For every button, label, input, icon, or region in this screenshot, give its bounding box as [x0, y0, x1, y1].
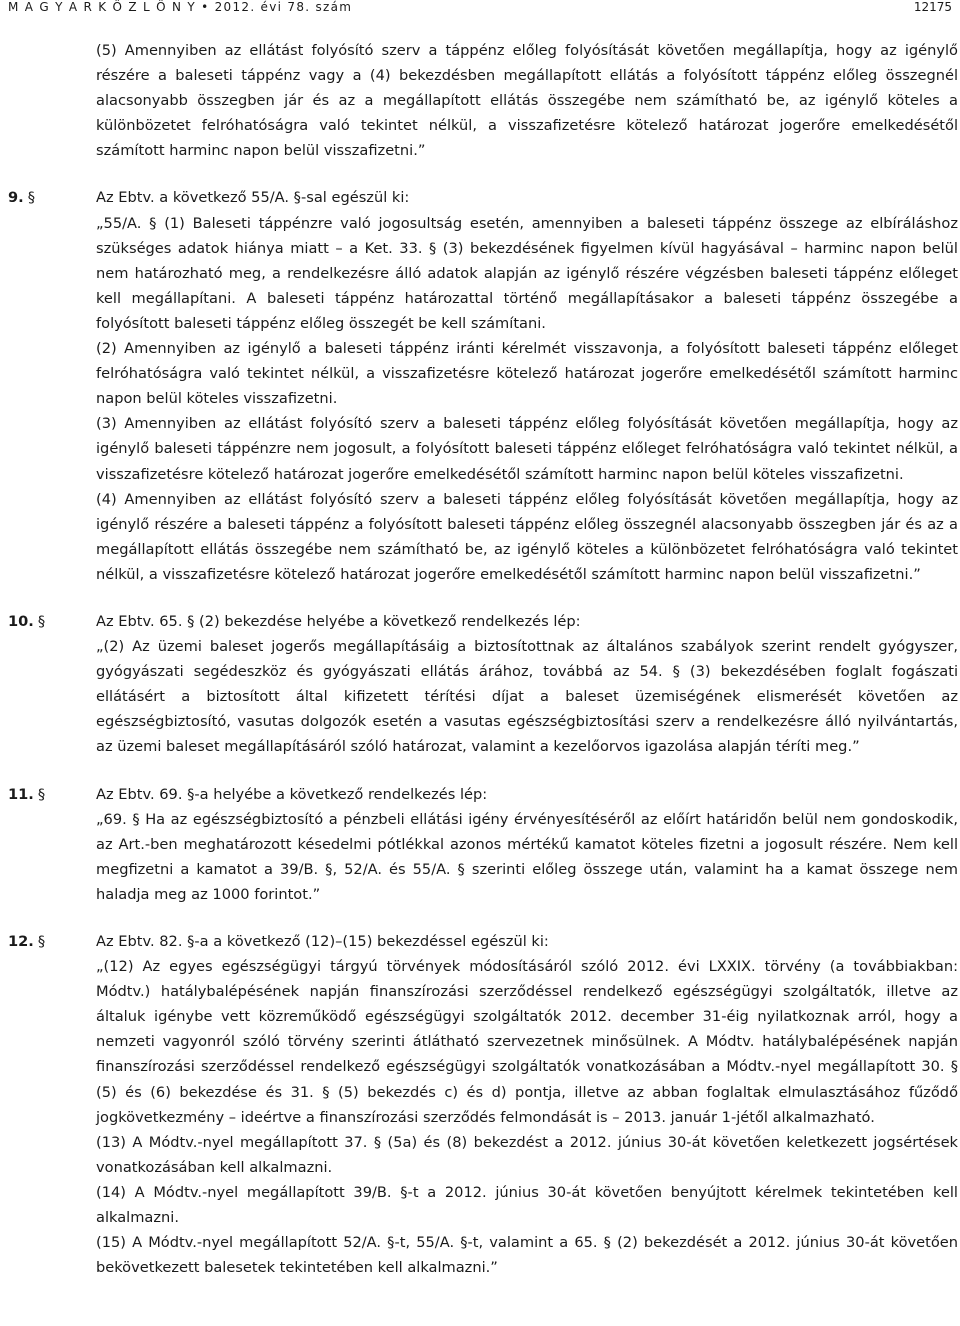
section-heading: Az Ebtv. a következő 55/A. §-sal egészül ki:	[96, 189, 410, 207]
section-number: 12. §	[8, 933, 46, 950]
page-header	[8, 0, 952, 14]
section-9	[8, 185, 958, 587]
intro-paragraph: (5) Amennyiben az ellátást folyósító szerv a táppénz előleg folyósítását követően megállapítja, hogy az igénylő részére a baleseti táppénz vagy a (4) bekezdésben megállapított ellátás a folyósított táppénz előleg összegnél alacsonyabb összegben jár és az a megállapított ellátás összegébe nem számítható be, az igénylő köteles a különbözetet felróhatóságra való tekintet nélkül, a visszafizetésre kötelező határozat jogerőre emelkedésétől számított harminc napon belül visszafizetni.”	[96, 42, 958, 160]
journal-title: M A G Y A R K Ö Z L Ö N Y • 2012. évi 78. szám	[8, 0, 353, 14]
section-sign: §	[37, 785, 46, 803]
section-paragraph: „(12) Az egyes egészségügyi tárgyú törvények módosításáról szóló 2012. évi LXXIX. törvény (a továbbiakban: Módtv.) hatálybalépésének napján finanszírozási szerződéssel rendelkező egészségügyi szolgáltatók, illetve az általuk igénybe vett közreműködő egészségügyi szolgáltatók 2012. december 31-éig nyilatkoznak arról, hogy a nemzeti vagyonról szóló törvény szerinti átlátható szervezetnek minősülnek. A Módtv. hatálybalépésének napján finanszírozási szerződéssel rendelkező egészségügyi szolgáltatók vonatkozásában a Módtv.-nyel megállapított 30. § (5) és (6) bekezdése és 31. § (5) bekezdés c) és d) pontja, illetve az abban foglaltak elmulasztásához fűződő jogkövetkezmény – ideértve a finanszírozási szerződés felmondását is – 2013. január 1-jétől alkalmazható.	[96, 958, 958, 1126]
section-sign: §	[27, 189, 35, 207]
section-number: 11. §	[8, 785, 46, 803]
section-11	[8, 782, 958, 907]
document-body	[8, 38, 958, 1280]
section-heading: Az Ebtv. 69. §-a helyébe a következő rendelkezés lép:	[96, 785, 488, 803]
page-number: 12175	[913, 0, 952, 14]
section-heading: Az Ebtv. 82. §-a a következő (12)–(15) bekezdéssel egészül ki:	[96, 933, 549, 950]
section-sign: §	[37, 612, 46, 630]
section-sign: §	[37, 933, 46, 950]
section-paragraph: (2) Amennyiben az igénylő a baleseti táppénz iránti kérelmét visszavonja, a folyósított baleseti táppénz előleget felróhatóságra való tekintet nélkül, a visszafizetésre kötelező határozat jogerőre emelkedésétől számított harminc napon belül köteles visszafizetni.	[96, 340, 958, 408]
section-12	[8, 929, 958, 1280]
section-paragraph: (3) Amennyiben az ellátást folyósító szerv a baleseti táppénz előleg folyósítását követően megállapítja, hogy az igénylő baleseti táppénzre nem jogosult, a folyósított baleseti táppénz előleget felróhatóságra való tekintet nélkül, a visszafizetésre kötelező határozat jogerőre emelkedésétől számított harminc napon belül köteles visszafizetni.	[96, 415, 958, 483]
section-number: 9. §	[8, 189, 35, 207]
section-paragraph: (13) A Módtv.-nyel megállapított 37. § (5a) és (8) bekezdést a 2012. június 30-át követően keletkezett jogsértések vonatkozásában kell alkalmazni.	[96, 1133, 958, 1176]
section-paragraph: „55/A. § (1) Baleseti táppénzre való jogosultság esetén, amennyiben a baleseti táppénz összege az elbíráláshoz szükséges adatok hiánya miatt – a Ket. 33. § (3) bekezdésének figyelmen kívül hagyásával – harminc napon belül nem határozható meg, a rendelkezésre álló adatok alapján az igénylő részére végzésben baleseti táppénz előleget kell megállapítani. A baleseti táppénz határozattal történő megállapításakor a baleseti táppénz összegébe a folyósított baleseti táppénz előleg összegét be kell számítani.	[96, 214, 958, 332]
section-paragraph: (14) A Módtv.-nyel megállapított 39/B. §-t a 2012. június 30-át követően benyújtott kérelmek tekintetében kell alkalmazni.	[96, 1183, 958, 1227]
section-paragraph: „69. § Ha az egészségbiztosító a pénzbeli ellátási igény érvényesítéséről az előírt határidőn belül nem gondoskodik, az Art.-ben meghatározott késedelmi pótlékkal azonos mértékű kamatot köteles fizetni a jogosult részére. Nem kell megfizetni a kamatot a 39/B. §, 52/A. és 55/A. § szerinti előleg összege után, valamint ha a kamat összege nem haladja meg az 1000 forintot.”	[96, 810, 958, 903]
section-10	[8, 609, 958, 760]
section-heading: Az Ebtv. 65. § (2) bekezdése helyébe a következő rendelkezés lép:	[96, 612, 581, 630]
section-number: 10. §	[8, 612, 46, 630]
section-paragraph: „(2) Az üzemi baleset jogerős megállapításáig a biztosítottnak az általános szabályok szerint rendelt gyógyszer, gyógyászati segédeszköz és gyógyászati ellátás árához, továbbá az 54. § (3) bekezdésében foglalt fogászati ellátásért a biztosított által kifizetett térítési díjat a baleset üzemiségének elismerését követően az egészségbiztosító, vasutas dolgozók esetén a vasutas egészségbiztosítási szerv a rendelkezésre álló nyilvántartás, az üzemi baleset megállapításáról szóló határozat, valamint a kezelőorvos igazolása alapján téríti meg.”	[96, 638, 958, 756]
section-paragraph: (4) Amennyiben az ellátást folyósító szerv a baleseti táppénz előleg folyósítását követően megállapítja, hogy az igénylő részére a baleseti táppénz a folyósított baleseti táppénz előleg összegnél alacsonyabb összegben jár és az a megállapított ellátás összegébe nem számítható be, az igénylő köteles a különbözetet felróhatóságra való tekintet nélkül, a visszafizetésre kötelező határozat jogerőre emelkedésétől számított harminc napon belül visszafizetni.”	[96, 490, 958, 583]
section-paragraph: (15) A Módtv.-nyel megállapított 52/A. §-t, 55/A. §-t, valamint a 65. § (2) bekezdését a 2012. június 30-át követően bekövetkezett balesetek tekintetében kell alkalmazni.”	[96, 1234, 958, 1277]
